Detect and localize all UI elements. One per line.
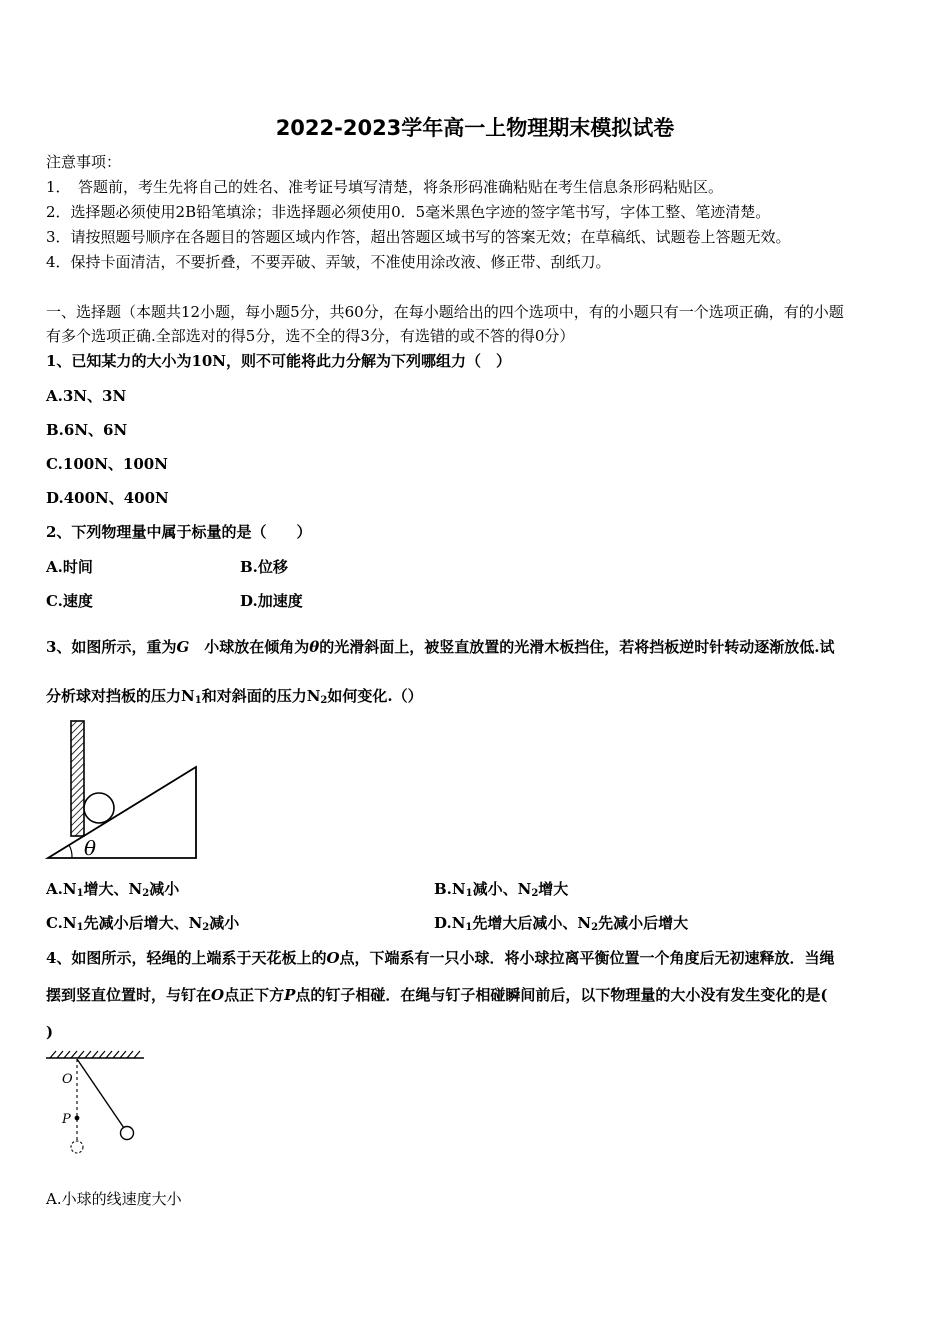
section-intro-line2: 有多个选项正确.全部选对的得5分，选不全的得3分，有选错的或不答的得0分）: [46, 327, 575, 345]
q2-option-b: B.位移: [240, 558, 288, 576]
notice-item-3: 3．请按照题号顺序在各题目的答题区域内作答，超出答题区域书写的答案无效；在草稿纸、试题卷上答题无效。: [46, 228, 791, 246]
q3-option-c: $C.N_1$先减小后增大、$N_2$减小: [46, 914, 240, 933]
q4-stem-line1: 4、如图所示，轻绳的上端系于天花板上的O点，下端系有一只小球．将小球拉离平衡位置一个角度后无初速释放．当绳: [46, 949, 835, 967]
rope: [77, 1059, 124, 1128]
pendulum-figure: [44, 1048, 154, 1158]
q3-option-d: $D.N_1$先增大后减小、$N_2$先减小后增大: [434, 914, 689, 933]
q2-option-c: C.速度: [46, 592, 93, 610]
notice-heading: 注意事项：: [46, 153, 122, 171]
ball: [84, 793, 114, 823]
q1-stem: 1、已知某力的大小为10N，则不可能将此力分解为下列哪组力（ ）: [46, 352, 512, 370]
q2-option-a: A.时间: [46, 558, 93, 576]
ceiling-hatch: [50, 1051, 140, 1058]
q4-stem-line3: ): [46, 1023, 54, 1041]
q1-option-a: A.3N、3N: [46, 387, 127, 405]
q1-option-b: B.6N、6N: [46, 421, 128, 439]
q1-option-d: D.400N、400N: [46, 489, 169, 507]
blocking-board: [71, 721, 84, 836]
notice-item-4: 4．保持卡面清洁，不要折叠，不要弄破、弄皱，不准使用涂改液、修正带、刮纸刀。: [46, 253, 611, 271]
q2-option-d: D.加速度: [240, 592, 303, 610]
dashed-ball: [71, 1141, 83, 1153]
q3-option-a: $A.N_1$增大、$N_2$减小: [46, 880, 180, 899]
incline-figure: [44, 718, 204, 864]
p-label: P: [62, 1112, 71, 1127]
q4-option-a: A.小球的线速度大小: [46, 1190, 182, 1208]
angle-arc: [69, 845, 72, 858]
theta-label: θ: [84, 836, 97, 860]
q3-option-b: $B.N_1$减小、$N_2$增大: [434, 880, 569, 899]
notice-item-1: 1． 答题前，考生先将自己的姓名、准考证号填写清楚，将条形码准确粘贴在考生信息条形码粘贴区。: [46, 178, 724, 196]
q1-option-c: C.100N、100N: [46, 455, 168, 473]
nail-point: [75, 1116, 80, 1121]
q4-stem-line2: 摆到竖直位置时，与钉在O点正下方P点的钉子相碰．在绳与钉子相碰瞬间前后，以下物理量的大小没有发生变化的是(: [46, 986, 828, 1004]
incline-triangle: [48, 767, 196, 858]
pendulum-ball: [121, 1127, 134, 1140]
q2-stem: 2、下列物理量中属于标量的是（ ）: [46, 523, 312, 541]
q3-stem-line2: 分析球对挡板的压力$N_1$和对斜面的压力$N_2$如何变化.（）: [46, 687, 423, 706]
page-title: 2022-2023学年高一上物理期末模拟试卷: [275, 116, 675, 140]
notice-item-2: 2．选择题必须使用2B铅笔填涂；非选择题必须使用0．5毫米黑色字迹的签字笔书写，字体工整、笔迹清楚。: [46, 203, 771, 221]
o-label: O: [62, 1072, 73, 1087]
q3-stem-line1: 3、如图所示，重为G 小球放在倾角为θ的光滑斜面上，被竖直放置的光滑木板挡住，若将挡板逆时针转动逐渐放低.试: [46, 638, 835, 656]
section-intro-line1: 一、选择题（本题共12小题，每小题5分，共60分，在每小题给出的四个选项中，有的小题只有一个选项正确，有的小题: [46, 303, 844, 321]
